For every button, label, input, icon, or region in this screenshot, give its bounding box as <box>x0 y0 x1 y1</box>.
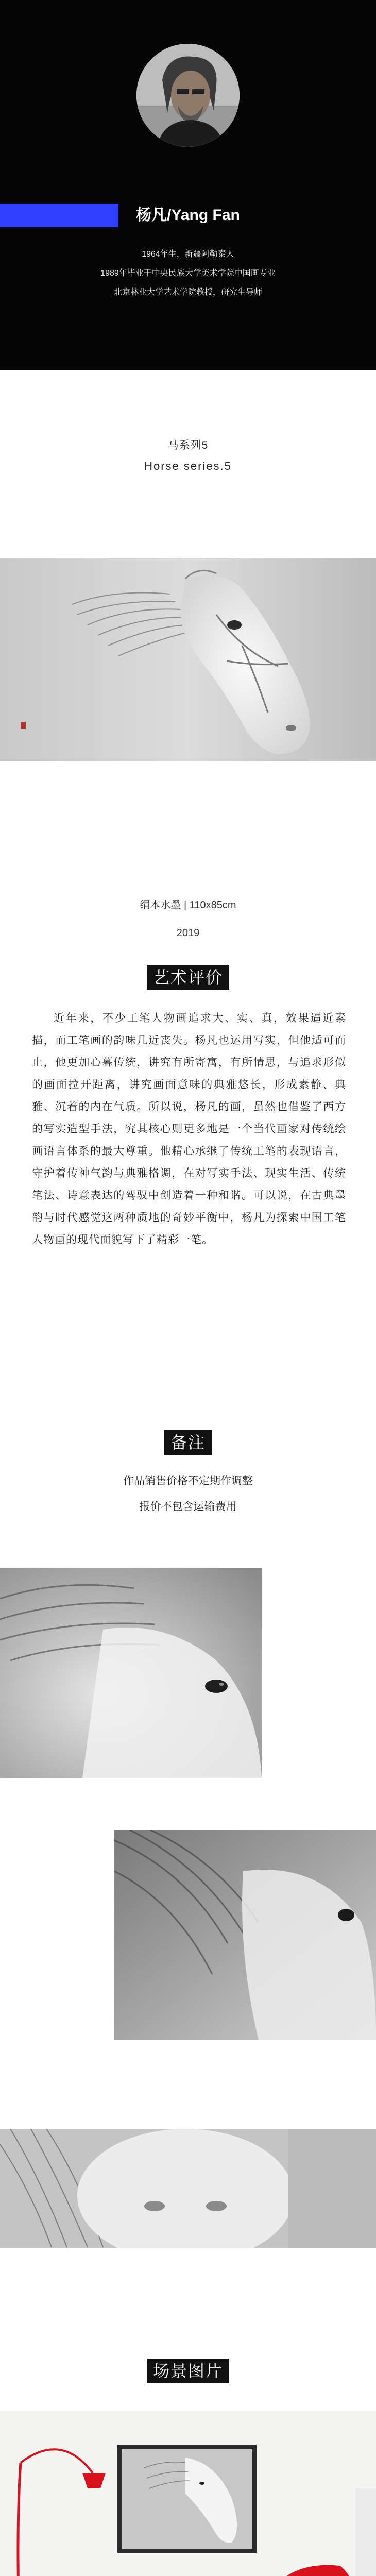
scene-image <box>0 2411 376 2576</box>
bio-line: 1964年生，新疆阿勒泰人 <box>142 250 234 259</box>
avatar <box>136 44 240 147</box>
artist-header <box>0 0 376 370</box>
bio-line: 北京林业大学艺术学院教授，研究生导师 <box>113 288 262 297</box>
painting-detail-muzzle <box>0 2129 376 2248</box>
notes-heading <box>0 1430 376 1455</box>
review-heading <box>0 965 376 990</box>
note-line: 报价不包含运输费用 <box>139 1501 237 1513</box>
painting-detail-mane <box>114 1830 376 2040</box>
artist-bio <box>0 245 376 302</box>
work-title-cn: 马系列5 <box>167 439 209 451</box>
painting-main <box>0 558 376 761</box>
review-heading-label: 艺术评价 <box>147 965 229 990</box>
bio-line: 1989年毕业于中央民族大学美术学院中国画专业 <box>100 269 276 278</box>
review-paragraph: 近年来，不少工笔人物画追求大、实、真，效果逼近素描，而工笔画的韵味几近丧失。杨凡也运用写实，但他适可而止，他更加心暮传统，讲究有所寄寓，有所情思，与追求形似的画面拉开距离，讲究画面意味的典雅悠长，形成素静、典雅、沉着的内在气质。所以说，杨凡的画，虽然也借鉴了西方的写实造型手法，究其核心则更多地是一个当代画家对传统绘画语言体系的最大尊重。他精心承继了传统工笔的表现语言，守护着传神气韵与典雅格调，在对写实手法、现实生活、传统笔法、诗意表达的驾驭中创造着一种和谐。可以说，在古典墨韵与时代感觉这两种质地的奇妙平衡中，杨凡为探索中国工笔人物画的现代面貌写下了精彩一笔。 <box>32 1012 346 1246</box>
work-year: 2019 <box>176 927 200 939</box>
work-medium-size: 绢本水墨 | 110x85cm <box>140 900 236 911</box>
notes-list <box>0 1468 376 1520</box>
scene-heading <box>0 2359 376 2383</box>
work-title-en: Horse series.5 <box>144 460 232 472</box>
note-line: 作品销售价格不定期作调整 <box>123 1475 253 1487</box>
artist-portrait-image <box>136 44 240 147</box>
artist-name: 杨凡/Yang Fan <box>136 207 240 224</box>
scene-heading-label: 场景图片 <box>147 2359 229 2383</box>
work-title-block <box>0 437 376 473</box>
notes-heading-label: 备注 <box>164 1430 212 1455</box>
artist-name-row <box>0 204 376 227</box>
painting-detail-eye <box>0 1568 262 1778</box>
